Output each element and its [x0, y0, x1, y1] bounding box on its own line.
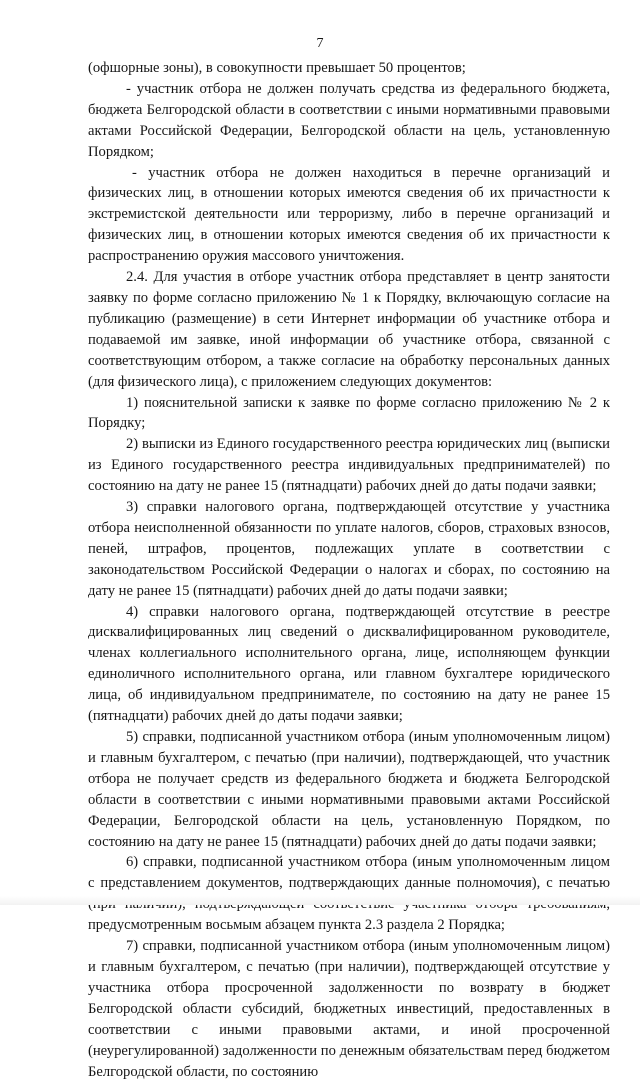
- paragraph-section-2-4: 2.4. Для участия в отборе участник отбора представляет в центр занятости заявку по форме согласно приложению № 1 к Порядку, включающую согласие на публикацию (размещение) в сети Интернет информации об участнике отбора и подаваемой им заявке, иной информации об участнике отбора, связанной с соответствующим отбором, а также согласие на обработку персональных данных (для физического лица), с приложением следующих документов:: [88, 269, 610, 390]
- list-item-5-no-budget-funds-certificate: 5) справки, подписанной участником отбора (иным уполномоченным лицом) и главным бухгалтером, с печатью (при наличии), подтверждающей, что участник отбора не получает средств из федерального бюджета и бюджета Белгородской области в соответствии с иными нормативными правовыми актами Российской Федерации, Белгородской области на цель, установленную Порядком, по состоянию на дату не ранее 15 (пятнадцати) рабочих дней до даты подачи заявки;: [88, 729, 610, 850]
- list-item-6-compliance-certificate: 6) справки, подписанной участником отбора (иным уполномоченным лицом с представлением документов, подтверждающих данные полномочия), с печатью предусмотренным восьмым абзацем пункта 2.3 раздела 2 Порядка;: [88, 854, 610, 934]
- list-item-3-tax-certificate: 3) справки налогового органа, подтверждающей отсутствие у участника отбора неисполненной обязанности по уплате налогов, сборов, страховых взносов, пеней, штрафов, процентов, подлежащих уплате в соответствии с законодательством Российской Федерации о налогах и сборах, по состоянию на дату не ранее 15 (пятнадцати) рабочих дней до даты подачи заявки;: [88, 499, 610, 599]
- list-item-7-no-debt-certificate: 7) справки, подписанной участником отбора (иным уполномоченным лицом) и главным бухгалтером, с печатью (при наличии), подтверждающей отсутствие у участника отбора просроченной задолженности по возврату в бюджет Белгородской области субсидий, бюджетных инвестиций, предоставленных в соответствии с иными правовыми актами, и иной просроченной (неурегулированной) задолженности по денежным обязательствам перед бюджетом Белгородской области, по состоянию: [88, 938, 610, 1080]
- list-item-4-disqualification-certificate: 4) справки налогового органа, подтверждающей отсутствие в реестре дисквалифицированных лиц сведений о дисквалифицированном руководителе, членах коллегиального исполнительного органа, лице, исполняющем функции единоличного исполнительного органа, или главном бухгалтере юридического лица, об индивидуальном предпринимателе, по состоянию на дату не ранее 15 (пятнадцати) рабочих дней до даты подачи заявки;: [88, 603, 610, 725]
- paragraph-offshore-continuation: (офшорные зоны), в совокупности превышает 50 процентов;: [88, 60, 466, 76]
- page-bottom-edge: [0, 896, 640, 905]
- page-number: 7: [316, 36, 324, 51]
- document-body: [88, 58, 610, 1082]
- paragraph-requirement-not-in-extremist-list: - участник отбора не должен находиться в перечне организаций и физических лиц, в отношении которых имеются сведения об их причастности к экстремистской деятельности или терроризму, либо в перечне организаций и физических лиц, в отношении которых имеются сведения об их причастности к распространению оружия массового уничтожения.: [88, 164, 610, 265]
- list-item-1-explanatory-note: 1) пояснительной записки к заявке по форме согласно приложению № 2 к Порядку;: [88, 394, 610, 432]
- paragraph-requirement-no-federal-funds: - участник отбора не должен получать средства из федерального бюджета, бюджета Белгородской области в соответствии с иными нормативными правовыми актами Российской Федерации, Белгородской области на цель, установленную Порядком;: [88, 80, 610, 160]
- list-item-2-registry-extract: 2) выписки из Единого государственного реестра юридических лиц (выписки из Единого государственного реестра индивидуальных предпринимателей) по состоянию на дату не ранее 15 (пятнадцати) рабочих дней до даты подачи заявки;: [88, 436, 610, 495]
